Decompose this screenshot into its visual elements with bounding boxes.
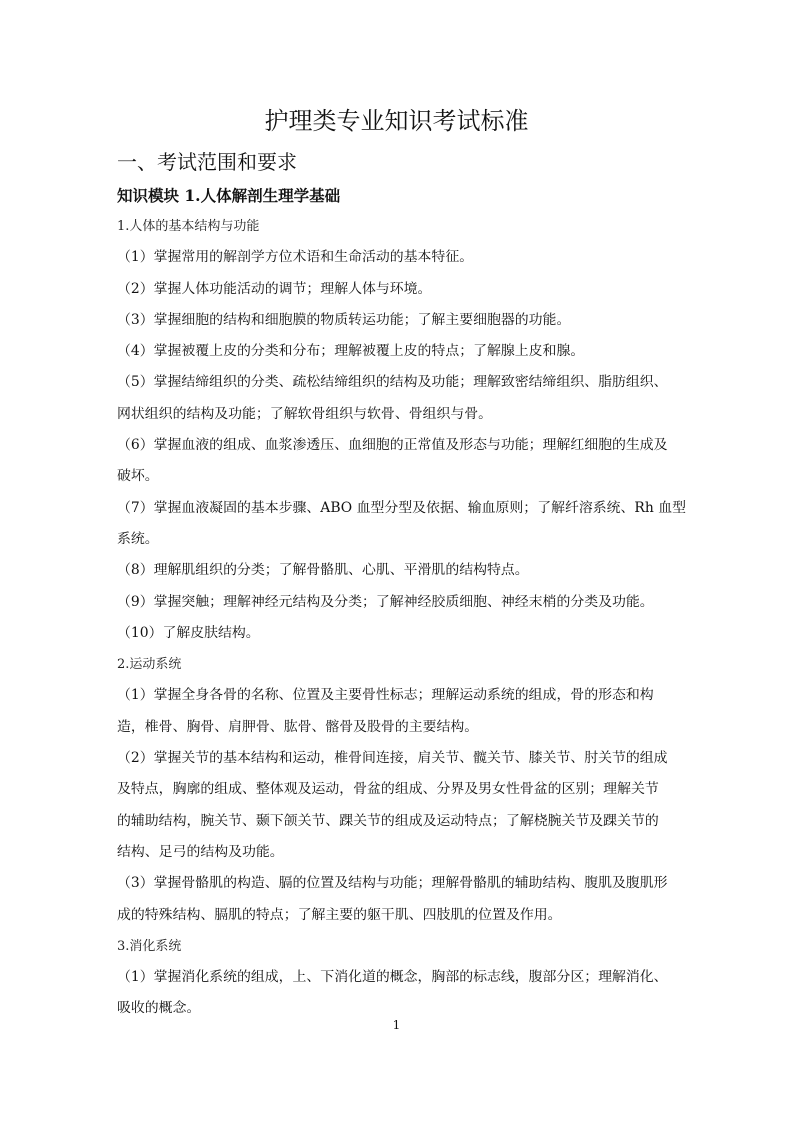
text-line: （3）掌握细胞的结构和细胞膜的物质转运功能；了解主要细胞器的功能。 — [117, 311, 571, 328]
text-line: （10）了解皮肤结构。 — [117, 624, 260, 641]
text-line: （4）掌握被覆上皮的分类和分布；理解被覆上皮的特点；了解腺上皮和腺。 — [117, 343, 585, 360]
text-line: （9）掌握突触；理解神经元结构及分类；了解神经胶质细胞、神经末梢的分类及功能。 — [117, 593, 654, 610]
text-line: 成的特殊结构、膈肌的特点；了解主要的躯干肌、四肢肌的位置及作用。 — [117, 906, 562, 923]
document-title: 护理类专业知识考试标准 — [264, 107, 529, 135]
module-heading: 知识模块 1.人体解剖生理学基础 — [117, 186, 341, 205]
text-line: 吸收的概念。 — [117, 1000, 201, 1017]
text-line: （1）掌握全身各骨的名称、位置及主要骨性标志；理解运动系统的组成，骨的形态和构 — [117, 687, 654, 704]
document-body — [117, 211, 687, 1025]
text-line: （1）掌握消化系统的组成，上、下消化道的概念，胸部的标志线，腹部分区；理解消化、 — [117, 969, 668, 986]
text-line: （6）掌握血液的组成、血浆渗透压、血细胞的正常值及形态与功能；理解红细胞的生成及 — [117, 437, 668, 454]
text-line: 及特点，胸廓的组成、整体观及运动，骨盆的组成、分界及男女性骨盆的区别；理解关节 — [117, 781, 659, 798]
text-line: 造，椎骨、胸骨、肩胛骨、肱骨、髂骨及股骨的主要结构。 — [117, 718, 479, 735]
text-line: （1）掌握常用的解剖学方位术语和生命活动的基本特征。 — [117, 249, 474, 266]
text-line: （8）理解肌组织的分类；了解骨骼肌、心肌、平滑肌的结构特点。 — [117, 562, 529, 579]
text-line: 结构、足弓的结构及功能。 — [117, 843, 284, 860]
subsection-heading: 2.运动系统 — [117, 657, 182, 673]
text-line: （2）掌握人体功能活动的调节；理解人体与环境。 — [117, 280, 432, 297]
text-line: （3）掌握骨骼肌的构造、膈的位置及结构与功能；理解骨骼肌的辅助结构、腹肌及腹肌形 — [117, 875, 668, 892]
text-line: 破坏。 — [117, 468, 159, 485]
page-number: 1 — [392, 1018, 401, 1032]
text-line: （5）掌握结缔组织的分类、疏松结缔组织的结构及功能；理解致密结缔组织、脂肪组织、 — [117, 374, 668, 391]
text-line: 系统。 — [117, 530, 159, 547]
text-line: 的辅助结构，腕关节、颞下颌关节、踝关节的组成及运动特点；了解桡腕关节及踝关节的 — [117, 812, 659, 829]
section-heading: 一、考试范围和要求 — [117, 150, 297, 174]
text-line: 网状组织的结构及功能；了解软骨组织与软骨、骨组织与骨。 — [117, 405, 493, 422]
text-line: （2）掌握关节的基本结构和运动，椎骨间连接，肩关节、髋关节、膝关节、肘关节的组成 — [117, 750, 668, 767]
subsection-heading: 1.人体的基本结构与功能 — [117, 219, 260, 234]
text-line: （7）掌握血液凝固的基本步骤、ABO 血型分型及依据、输血原则；了解纤溶系统、Rh 血型 — [117, 499, 687, 516]
subsection-heading: 3.消化系统 — [117, 938, 182, 954]
